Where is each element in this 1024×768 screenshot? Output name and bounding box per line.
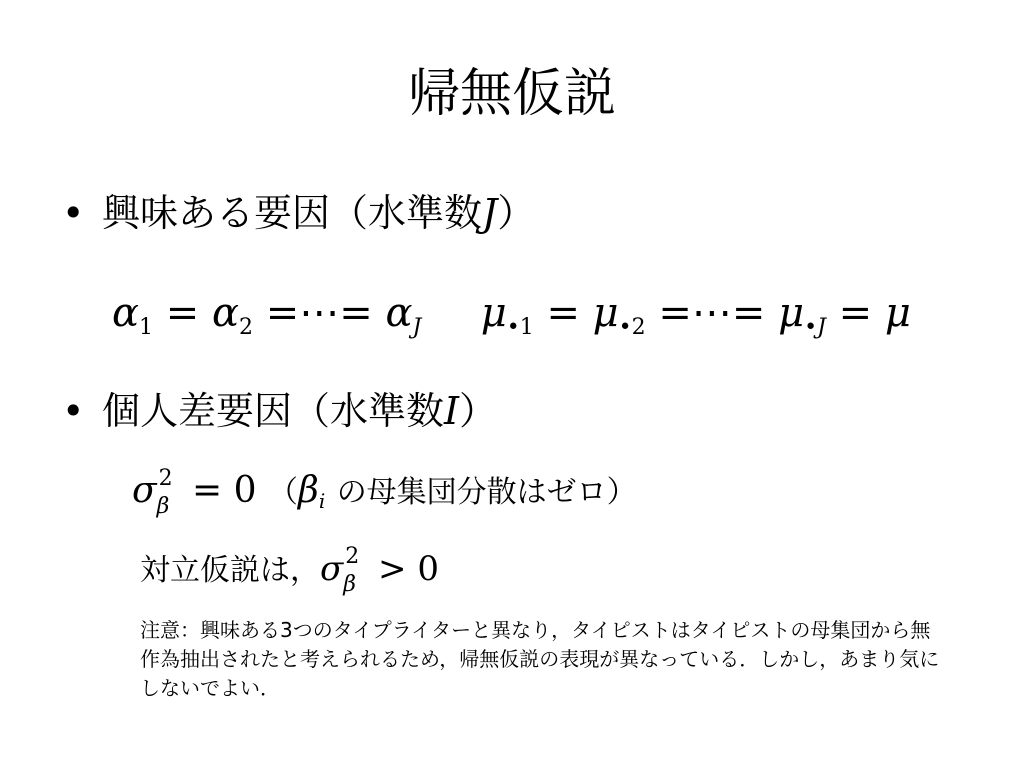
alpha-symbol: α: [211, 290, 239, 336]
mu-symbol: μ: [480, 290, 507, 336]
bullet-close: ）: [459, 389, 498, 433]
alpha-symbol: α: [112, 290, 140, 336]
alternative-label: 対立仮説は，: [140, 553, 320, 588]
bullet-marker: •: [62, 389, 85, 433]
note-text: 注意：興味ある3つのタイプライターと異なり，タイピストはタイピストの母集団から無作為抽出されたと考えられるため，帰無仮説の表現が異なっている．しかし，あまり気にしないでよい．: [140, 618, 940, 700]
sigma-symbol: σ: [320, 549, 344, 589]
bullet-text: 興味ある要因（水準数: [102, 191, 483, 235]
alternative-hypothesis: 対立仮説は，σ 2 β > 0: [140, 544, 439, 597]
bullet-individual-factor: [62, 386, 497, 436]
bullet-close: ）: [497, 191, 536, 235]
equation-variance-zero: σ 2 β = 0 （βi の母集団分散はゼロ）: [132, 466, 637, 519]
alpha-symbol: α: [385, 290, 413, 336]
equation-null-alpha-mu: $\alpha_1 = \alpha_2$ =⋯= $\alpha_J$ $\mu_{•1} = \mu_{•2}$ =⋯= $\mu_{•J} = \mu$: [112, 290, 911, 340]
mu-symbol: μ: [884, 290, 911, 336]
level-count-var: I: [444, 389, 460, 433]
bullet-text: 個人差要因（水準数: [102, 389, 445, 433]
variance-zero-text: の母集団分散はゼロ）: [336, 475, 637, 510]
slide-title: 帰無仮説: [407, 64, 616, 124]
mu-symbol: μ: [778, 290, 805, 336]
level-count-var: J: [482, 191, 498, 235]
sigma-symbol: σ: [132, 470, 157, 511]
mu-symbol: μ: [592, 290, 619, 336]
bullet-interest-factor: [62, 188, 535, 238]
beta-symbol: β: [298, 470, 319, 511]
bullet-marker: •: [62, 191, 85, 235]
